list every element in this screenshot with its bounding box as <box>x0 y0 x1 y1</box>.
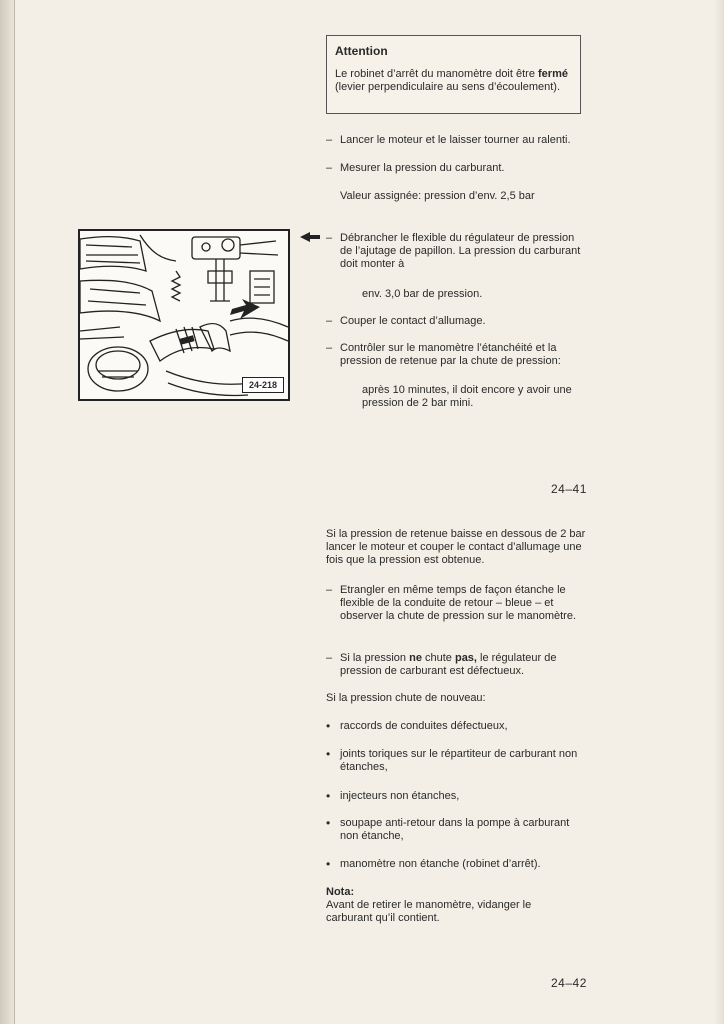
step-couper: Couper le contact d’allumage. <box>340 315 486 327</box>
bullet-item: manomètre non étanche (robinet d’arrêt). <box>340 858 541 870</box>
attention-text-before: Le robinet d’arrêt du manomètre doit être <box>335 68 539 80</box>
value-10min: après 10 minutes, il doit encore y avoir une pression de 2 bar mini. <box>362 384 572 409</box>
attention-text-after: (levier perpendiculaire au sens d’écoulement). <box>335 81 561 93</box>
text-segment: le régulateur de pression de carburant est défectueux. <box>340 652 557 677</box>
bullet-item: raccords de conduites défectueux, <box>340 720 508 732</box>
bullet-dot: • <box>326 719 331 733</box>
step-si-ne-pas <box>340 652 588 678</box>
nota-title: Nota: <box>326 886 355 898</box>
attention-title: Attention <box>335 44 388 58</box>
dash-marker: – <box>326 134 333 146</box>
step-debrancher: Débrancher le flexible du régulateur de pression de l’ajutage de papillon. La pression du carburant doit monter à <box>340 232 581 270</box>
para-chute: Si la pression chute de nouveau: <box>326 692 486 704</box>
para-si-baisse: Si la pression de retenue baisse en dessous de 2 bar lancer le moteur et couper le contact d’allumage une fois que la pression est obtenue. <box>326 528 586 566</box>
page-binding-edge <box>0 0 14 1024</box>
value-3bar: env. 3,0 bar de pression. <box>362 288 483 300</box>
text-segment: Si la pression <box>340 652 410 664</box>
bullet-item: joints toriques sur le répartiteur de carburant non étanches, <box>340 748 578 773</box>
figure-pointer-icon <box>300 232 320 242</box>
bold-ne: ne <box>409 652 422 664</box>
engine-figure <box>78 229 290 401</box>
dash-marker: – <box>326 232 333 244</box>
step-lancer: Lancer le moteur et le laisser tourner au ralenti. <box>340 134 571 146</box>
bullet-dot: • <box>326 789 331 803</box>
bullet-item: injecteurs non étanches, <box>340 790 460 802</box>
bullet-dot: • <box>326 816 331 830</box>
dash-marker: – <box>326 342 333 354</box>
step-controler: Contrôler sur le manomètre l’étanchéité et la pression de retenue par la chute de pression: <box>340 342 561 367</box>
figure-label: 24-218 <box>242 377 284 393</box>
text-segment: chute <box>421 652 455 664</box>
dash-marker: – <box>326 162 333 174</box>
step-etrangler: Etrangler en même temps de façon étanche le flexible de la conduite de retour – bleue – et observer la chute de pression sur le manomètre. <box>340 584 577 622</box>
dash-marker: – <box>326 652 333 664</box>
assigned-value: Valeur assignée: pression d’env. 2,5 bar <box>340 190 535 202</box>
attention-text <box>335 68 572 94</box>
nota-text: Avant de retirer le manomètre, vidanger le carburant qu’il contient. <box>326 899 532 924</box>
page-right-edge <box>714 0 724 1024</box>
step-mesurer: Mesurer la pression du carburant. <box>340 162 505 174</box>
page-number-24-42: 24–42 <box>551 976 587 990</box>
attention-text-bold: fermé <box>538 68 568 80</box>
bold-pas: pas, <box>454 652 477 664</box>
dash-marker: – <box>326 584 333 596</box>
bullet-dot: • <box>326 857 331 871</box>
page-edge-line <box>14 0 15 1024</box>
dash-marker: – <box>326 315 333 327</box>
bullet-dot: • <box>326 747 331 761</box>
engine-illustration <box>80 231 288 399</box>
attention-box <box>326 35 581 114</box>
page-number-24-41: 24–41 <box>551 482 587 496</box>
bullet-item: soupape anti-retour dans la pompe à carburant non étanche, <box>340 817 570 842</box>
